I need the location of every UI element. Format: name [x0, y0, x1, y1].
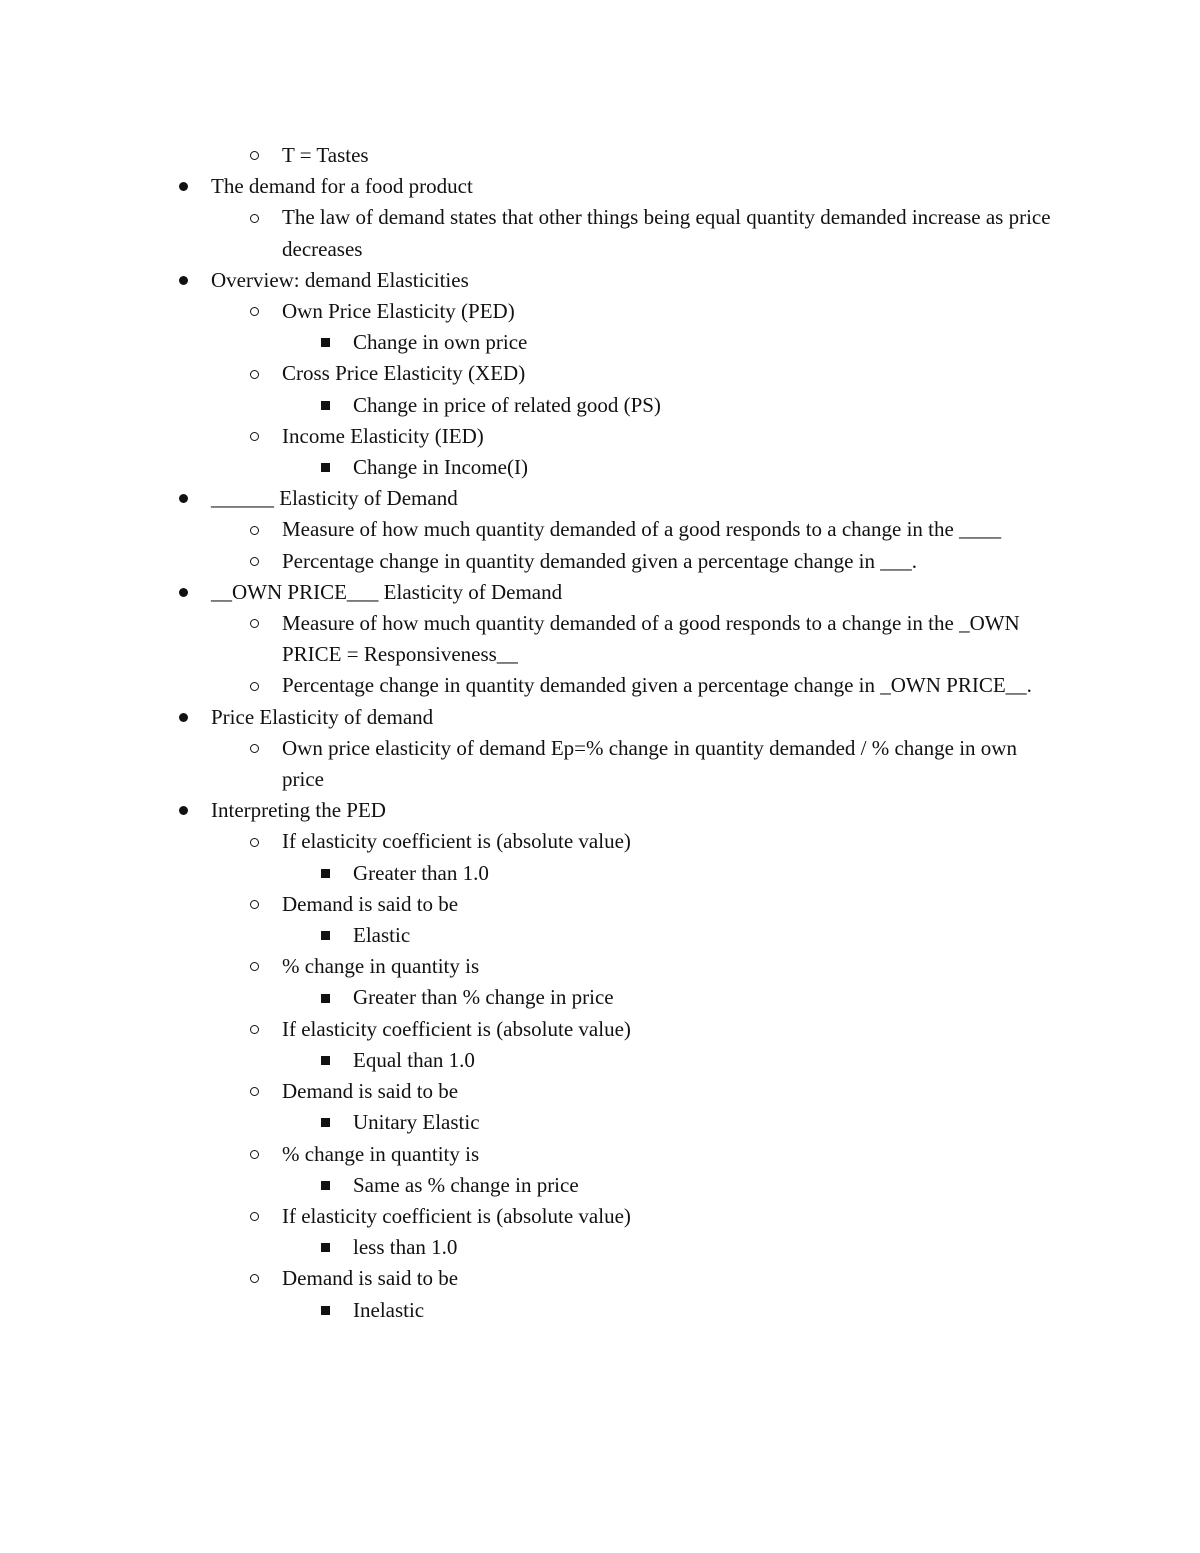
- list-item-level-3: [353, 1295, 1043, 1326]
- list-item-level-2: [282, 1076, 1052, 1107]
- list-item-text: Inelastic: [353, 1297, 425, 1322]
- list-item-text: T = Tastes: [282, 143, 369, 167]
- list-item-level-2: [282, 1201, 1052, 1232]
- list-item-text: Own price elasticity of demand Ep=% change in quantity demanded / % change in own price: [282, 735, 1017, 792]
- list-item-text: Percentage change in quantity demanded given a percentage change in _OWN PRICE__.: [282, 673, 1032, 698]
- filled-circle-bullet-icon: [173, 795, 193, 826]
- list-item-level-3: [353, 858, 1043, 889]
- list-item-text: Greater than % change in price: [353, 985, 614, 1010]
- list-item-level-2: [282, 1139, 1052, 1170]
- list-item-level-1: [211, 483, 1041, 514]
- list-item-level-3: [353, 1170, 1043, 1201]
- square-bullet-icon: [315, 858, 335, 889]
- list-item-text: Interpreting the PED: [211, 798, 386, 823]
- list-item-level-2: [282, 140, 1052, 171]
- list-item-text: Change in price of related good (PS): [353, 392, 661, 417]
- filled-circle-bullet-icon: [173, 483, 193, 514]
- list-item-text: Cross Price Elasticity (XED): [282, 361, 526, 386]
- list-item-text: Measure of how much quantity demanded of a good responds to a change in the _OWN PRICE = Responsiveness__: [282, 611, 1020, 667]
- list-item-text: Unitary Elastic: [353, 1110, 480, 1135]
- hollow-circle-bullet-icon: [244, 951, 264, 982]
- list-item-level-3: [353, 452, 1043, 483]
- hollow-circle-bullet-icon: [244, 1076, 264, 1107]
- list-item-text: If elasticity coefficient is (absolute value): [282, 829, 631, 854]
- list-item-level-2: [282, 421, 1052, 452]
- list-item-text: Change in own price: [353, 330, 528, 355]
- list-item-level-3: [353, 1107, 1043, 1138]
- hollow-circle-bullet-icon: [244, 1201, 264, 1232]
- list-item-level-3: [353, 920, 1043, 951]
- list-item-level-3: [353, 1045, 1043, 1076]
- list-item-text: Same as % change in price: [353, 1172, 579, 1197]
- square-bullet-icon: [315, 452, 335, 483]
- filled-circle-bullet-icon: [173, 265, 193, 296]
- square-bullet-icon: [315, 327, 335, 358]
- list-item-level-3: [353, 982, 1043, 1013]
- list-item-text: The demand for a food product: [211, 174, 473, 199]
- list-item-text: Elastic: [353, 923, 411, 948]
- list-item-text: Greater than 1.0: [353, 860, 489, 885]
- bulleted-outline: [0, 140, 1200, 1326]
- list-item-text: ______ Elasticity of Demand: [211, 486, 458, 511]
- list-item-text: Change in Income(I): [353, 455, 528, 480]
- hollow-circle-bullet-icon: [244, 826, 264, 857]
- list-item-text: Demand is said to be: [282, 891, 459, 916]
- hollow-circle-bullet-icon: [244, 1263, 264, 1294]
- list-item-level-2: [282, 546, 1052, 577]
- filled-circle-bullet-icon: [173, 171, 193, 202]
- hollow-circle-bullet-icon: [244, 421, 264, 452]
- list-item-level-2: [282, 202, 1052, 264]
- filled-circle-bullet-icon: [173, 702, 193, 733]
- list-item-text: If elasticity coefficient is (absolute value): [282, 1203, 631, 1228]
- filled-circle-bullet-icon: [173, 577, 193, 608]
- list-item-level-2: [282, 733, 1052, 795]
- hollow-circle-bullet-icon: [244, 358, 264, 389]
- hollow-circle-bullet-icon: [244, 608, 264, 639]
- list-item-text: Percentage change in quantity demanded given a percentage change in ___.: [282, 548, 917, 573]
- square-bullet-icon: [315, 1295, 335, 1326]
- list-item-level-2: [282, 889, 1052, 920]
- list-item-level-2: [282, 1014, 1052, 1045]
- list-item-level-2: [282, 358, 1052, 389]
- list-item-text: % change in quantity is: [282, 1141, 480, 1166]
- list-item-level-1: [211, 171, 1041, 202]
- hollow-circle-bullet-icon: [244, 1014, 264, 1045]
- list-item-level-2: [282, 514, 1052, 545]
- list-item-level-1: [211, 265, 1041, 296]
- list-item-text: Price Elasticity of demand: [211, 704, 434, 729]
- list-item-level-3: [353, 327, 1043, 358]
- list-item-level-2: [282, 1263, 1052, 1294]
- list-item-text: Equal than 1.0: [353, 1047, 475, 1072]
- square-bullet-icon: [315, 1045, 335, 1076]
- list-item-text: Measure of how much quantity demanded of a good responds to a change in the ____: [282, 517, 1002, 542]
- list-item-level-2: [282, 296, 1052, 327]
- list-item-text: If elasticity coefficient is (absolute value): [282, 1016, 631, 1041]
- square-bullet-icon: [315, 390, 335, 421]
- hollow-circle-bullet-icon: [244, 202, 264, 233]
- hollow-circle-bullet-icon: [244, 733, 264, 764]
- list-item-text: Income Elasticity (IED): [282, 423, 484, 448]
- hollow-circle-bullet-icon: [244, 1139, 264, 1170]
- document-page: [0, 140, 1200, 1326]
- hollow-circle-bullet-icon: [244, 140, 264, 171]
- square-bullet-icon: [315, 1107, 335, 1138]
- hollow-circle-bullet-icon: [244, 296, 264, 327]
- list-item-level-3: [353, 390, 1043, 421]
- list-item-text: less than 1.0: [353, 1235, 458, 1260]
- square-bullet-icon: [315, 982, 335, 1013]
- list-item-text: The law of demand states that other things being equal quantity demanded increase as price decreases: [282, 205, 1051, 261]
- list-item-text: __OWN PRICE___ Elasticity of Demand: [211, 579, 563, 604]
- list-item-level-3: [353, 1232, 1043, 1263]
- list-item-level-2: [282, 608, 1052, 670]
- list-item-level-1: [211, 795, 1041, 826]
- square-bullet-icon: [315, 1232, 335, 1263]
- list-item-level-1: [211, 702, 1041, 733]
- list-item-text: Overview: demand Elasticities: [211, 267, 469, 292]
- hollow-circle-bullet-icon: [244, 889, 264, 920]
- list-item-text: Demand is said to be: [282, 1079, 459, 1104]
- hollow-circle-bullet-icon: [244, 546, 264, 577]
- list-item-text: Demand is said to be: [282, 1266, 459, 1291]
- hollow-circle-bullet-icon: [244, 514, 264, 545]
- square-bullet-icon: [315, 1170, 335, 1201]
- list-item-level-2: [282, 951, 1052, 982]
- list-item-level-2: [282, 670, 1052, 701]
- list-item-level-2: [282, 826, 1052, 857]
- hollow-circle-bullet-icon: [244, 670, 264, 701]
- list-item-level-1: [211, 577, 1041, 608]
- square-bullet-icon: [315, 920, 335, 951]
- list-item-text: % change in quantity is: [282, 954, 480, 979]
- list-item-text: Own Price Elasticity (PED): [282, 299, 515, 324]
